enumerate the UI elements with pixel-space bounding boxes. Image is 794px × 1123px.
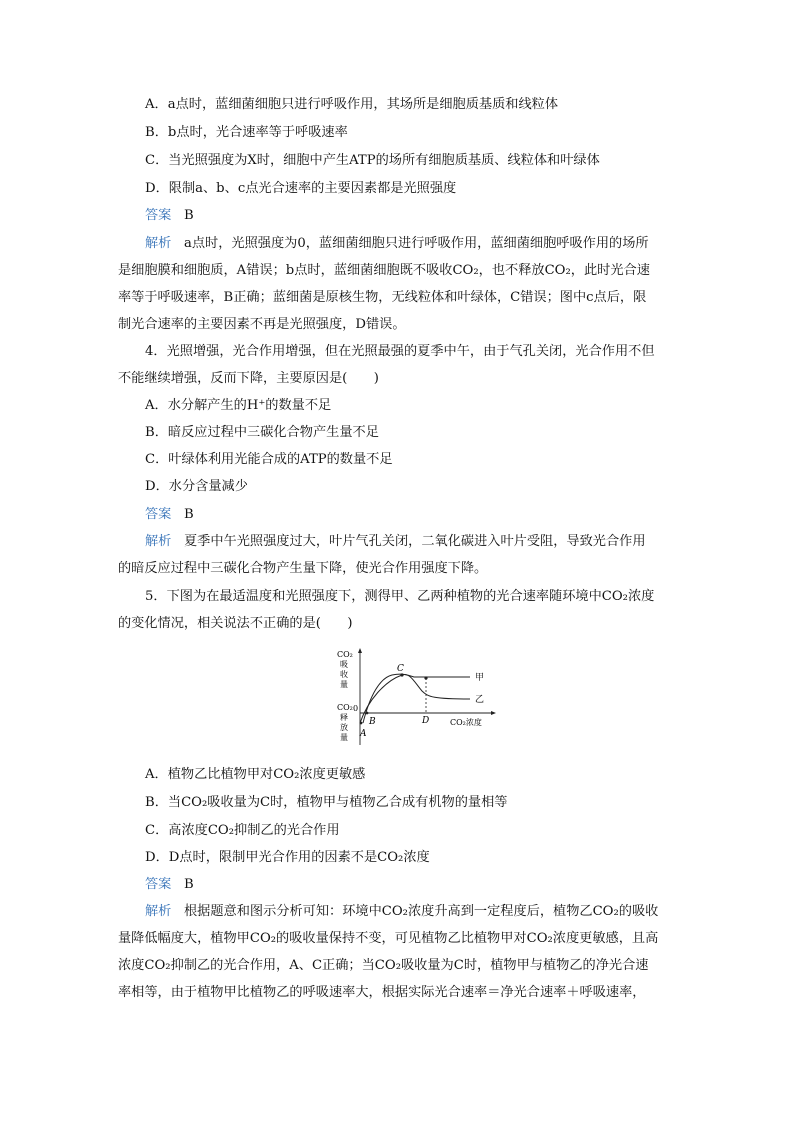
q4-analysis-line-2: 的暗反应过程中三碳化合物产生量下降，使光合作用强度下降。 xyxy=(118,561,488,576)
q5-analysis-line-3: 浓度CO₂抑制乙的光合作用，A、C正确；当CO₂吸收量为C时，植物甲与植物乙的净光合速 xyxy=(118,958,649,973)
q3-answer xyxy=(145,207,194,225)
answer-value: B xyxy=(183,877,194,892)
q4-stem-line-1: 4．光照增强，光合作用增强，但在光照最强的夏季中午，由于气孔关闭，光合作用不但 xyxy=(145,344,655,359)
q3-analysis-line-2: 是细胞膜和细胞质，A错误；b点时，蓝细菌细胞既不吸收CO₂，也不释放CO₂，此时光合速 xyxy=(118,263,650,278)
series-jia-label: 甲 xyxy=(475,673,485,683)
q4-answer xyxy=(145,506,194,524)
series-yi-label: 乙 xyxy=(475,695,485,705)
y-bottom-label-0: CO₂ xyxy=(337,703,353,712)
y-axis-arrow xyxy=(358,648,362,653)
q5-option-a: A．植物乙比植物甲对CO₂浓度更敏感 xyxy=(145,767,366,782)
y-bottom-label-2: 放 xyxy=(340,723,348,732)
analysis-label: 解析 xyxy=(145,904,172,919)
q3-analysis-line-1 xyxy=(145,235,649,253)
q4-stem-line-2: 不能继续增强，反而下降，主要原因是( ) xyxy=(118,371,379,386)
analysis-label: 解析 xyxy=(145,236,172,251)
q5-stem-line-2: 的变化情况，相关说法不正确的是( ) xyxy=(118,616,353,631)
point-b-marker xyxy=(366,712,369,715)
x-axis-label: CO₂浓度 xyxy=(450,718,482,727)
y-bottom-label-1: 释 xyxy=(340,713,348,722)
q5-option-b: B．当CO₂吸收量为C时，植物甲与植物乙合成有机物的量相等 xyxy=(145,795,508,810)
y-bottom-label-3: 量 xyxy=(340,733,348,742)
q4-option-b: B．暗反应过程中三碳化合物产生量不足 xyxy=(145,425,379,440)
origin-label: 0 xyxy=(353,704,359,713)
q5-analysis-line-1 xyxy=(145,903,658,921)
q3-analysis-line-4: 制光合速率的主要因素不再是光照强度，D错误。 xyxy=(118,317,406,332)
answer-label: 答案 xyxy=(145,507,172,522)
q4-option-c: C．叶绿体利用光能合成的ATP的数量不足 xyxy=(145,452,393,467)
analysis-text: a点时，光照强度为0，蓝细菌细胞只进行呼吸作用，蓝细菌细胞呼吸作用的场所 xyxy=(183,236,649,251)
analysis-label: 解析 xyxy=(145,534,172,549)
q4-option-a: A．水分解产生的H⁺的数量不足 xyxy=(145,398,332,413)
analysis-text: 夏季中午光照强度过大，叶片气孔关闭，二氧化碳进入叶片受阻，导致光合作用 xyxy=(183,534,646,549)
q5-answer xyxy=(145,876,194,894)
analysis-text: 根据题意和图示分析可知：环境中CO₂浓度升高到一定程度后，植物乙CO₂的吸收 xyxy=(183,904,659,919)
q3-option-b: B．b点时，光合速率等于呼吸速率 xyxy=(145,125,348,140)
y-top-label-3: 量 xyxy=(340,680,348,689)
q4-analysis-line-1 xyxy=(145,533,646,551)
q3-option-c: C．当光照强度为X时，细胞中产生ATP的场所有细胞质基质、线粒体和叶绿体 xyxy=(145,153,600,168)
curve-yi xyxy=(360,674,470,723)
q5-stem-line-1: 5．下图为在最适温度和光照强度下，测得甲、乙两种植物的光合速率随环境中CO₂浓度 xyxy=(145,589,655,604)
q5-analysis-line-4: 率相等，由于植物甲比植物乙的呼吸速率大，根据实际光合速率＝净光合速率＋呼吸速率， xyxy=(118,985,646,1000)
y-top-label-0: CO₂ xyxy=(337,650,353,659)
q5-option-c: C．高浓度CO₂抑制乙的光合作用 xyxy=(145,823,340,838)
q3-option-a: A．a点时，蓝细菌细胞只进行呼吸作用，其场所是细胞质基质和线粒体 xyxy=(145,97,559,112)
point-a-label: A xyxy=(360,729,367,739)
q5-option-d: D．D点时，限制甲光合作用的因素不是CO₂浓度 xyxy=(145,850,430,865)
x-axis-arrow xyxy=(491,711,496,715)
point-b-label: B xyxy=(369,717,376,727)
q5-analysis-line-2: 量降低幅度大，植物甲CO₂的吸收量保持不变，可见植物乙比植物甲对CO₂浓度更敏感，且高 xyxy=(118,931,659,946)
co2-absorption-graph xyxy=(330,645,500,750)
point-a-marker xyxy=(360,722,363,725)
answer-value: B xyxy=(183,208,194,223)
answer-value: B xyxy=(183,507,194,522)
point-c-label: C xyxy=(397,664,404,674)
y-top-label-1: 吸 xyxy=(340,660,348,669)
answer-label: 答案 xyxy=(145,208,172,223)
point-d-label: D xyxy=(422,716,430,726)
y-top-label-2: 收 xyxy=(340,670,348,679)
q4-option-d: D．水分含量减少 xyxy=(145,479,248,494)
answer-label: 答案 xyxy=(145,877,172,892)
q3-analysis-line-3: 率等于呼吸速率，B正确；蓝细菌是原核生物，无线粒体和叶绿体，C错误；图中c点后，限 xyxy=(118,290,647,305)
q3-option-d: D．限制a、b、c点光合速率的主要因素都是光照强度 xyxy=(145,181,457,196)
